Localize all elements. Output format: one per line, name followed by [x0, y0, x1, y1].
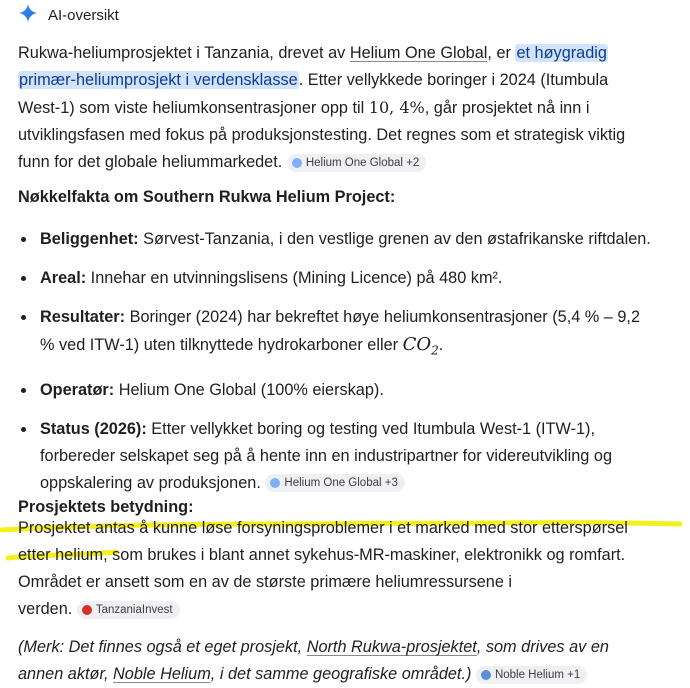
facts-heading: Nøkkelfakta om Southern Rukwa Helium Project:: [18, 188, 396, 206]
item-text: Boringer (2024) har bekreftet høye heliumkonsentrasjoner (5,4 % – 9,2: [125, 308, 641, 326]
ai-overview-header: [18, 4, 119, 26]
globe-icon: [292, 158, 302, 168]
intro-text: , er: [487, 44, 516, 62]
source-chip[interactable]: [476, 666, 587, 684]
list-item: [18, 377, 678, 404]
note-text: , i det samme geografiske området.): [210, 665, 472, 683]
intro-text: utviklingsfasen med fokus på produksjonstesting. Det regnes som et strategisk viktig: [18, 126, 626, 144]
intro-text: Rukwa-heliumprosjektet i Tanzania, drevet av: [18, 44, 350, 62]
item-label: Status (2026):: [40, 419, 147, 438]
chip-label: TanzaniaInvest: [95, 603, 173, 616]
noble-helium-link[interactable]: Noble Helium: [113, 665, 211, 683]
intro-paragraph: [18, 40, 678, 176]
list-item: [18, 265, 678, 292]
header-title: AI-oversikt: [48, 6, 119, 24]
significance-text: som brukes i blant annet sykehus-MR-maskiner, elektronikk og romfart.: [107, 546, 626, 564]
significance-heading: Prosjektets betydning:: [18, 498, 194, 516]
intro-text: West-1) som viste heliumkonsentrasjoner opp til: [18, 99, 369, 117]
intro-text: funn for det globale heliummarkedet.: [18, 153, 283, 171]
intro-text: , går prosjektet nå inn i: [424, 99, 590, 117]
item-label: Beliggenhet:: [40, 230, 139, 248]
significance-text: Prosjektet antas å kunne løse forsyningsproblemer i et marked med stor etterspørsel: [18, 519, 628, 537]
co2-formula: $CO_2$: [402, 334, 439, 358]
note-text: , som drives av en: [476, 638, 609, 656]
item-text: Sørvest-Tanzania, i den vestlige grenen av den østafrikanske riftdalen.: [138, 230, 651, 248]
chip-label: Helium One Global +3: [284, 477, 398, 490]
note-text: (Merk: Det finnes også et eget prosjekt,: [18, 638, 307, 656]
list-item: [18, 416, 678, 497]
list-item: [18, 304, 678, 365]
source-chip[interactable]: [287, 154, 426, 172]
helium-one-link[interactable]: Helium One Global: [349, 44, 488, 62]
chip-label: Noble Helium +1: [494, 668, 581, 681]
item-label: Areal:: [40, 269, 87, 287]
item-text: forbereder selskapet seg på å hente inn en industripartner for videreutvikling og: [40, 446, 612, 465]
note-paragraph: [18, 634, 678, 688]
significance-text: etter helium,: [18, 546, 108, 564]
concentration-value: 10, 4%: [368, 98, 425, 117]
item-text: oppskalering av produksjonen.: [40, 473, 261, 492]
item-text: .: [438, 336, 444, 354]
note-text: annen aktør,: [18, 665, 114, 683]
north-rukwa-link[interactable]: North Rukwa-prosjektet: [306, 638, 477, 656]
item-text: Etter vellykket boring og testing ved Itumbula West-1 (ITW-1),: [146, 419, 595, 438]
intro-text: . Etter vellykkede boringer i 2024 (Itumbula: [298, 71, 609, 89]
highlight-text: et høygradig: [516, 44, 607, 62]
item-text: Innehar en utvinningslisens (Mining Licence) på 480 km².: [86, 269, 503, 287]
source-chip[interactable]: [77, 601, 180, 619]
highlight-text: primær-heliumprosjekt i verdensklasse: [19, 71, 298, 89]
tanzaniainvest-icon: [82, 605, 92, 615]
item-text: % ved ITW-1) uten tilknyttede hydrokarboner eller: [40, 336, 403, 354]
significance-paragraph: [18, 515, 678, 623]
item-label: Operatør:: [40, 380, 115, 399]
significance-text: Området er ansett som en av de største primære heliumressursene i: [18, 573, 513, 591]
noble-helium-icon: [481, 670, 491, 680]
globe-icon: [270, 478, 280, 488]
facts-list: [18, 226, 678, 497]
list-item: [18, 226, 678, 253]
significance-text: verden.: [18, 600, 73, 618]
item-label: Resultater:: [40, 308, 126, 326]
source-chip[interactable]: [265, 474, 404, 492]
item-text: Helium One Global (100% eierskap).: [114, 380, 384, 399]
chip-label: Helium One Global +2: [305, 156, 420, 169]
sparkle-icon: [18, 3, 38, 28]
